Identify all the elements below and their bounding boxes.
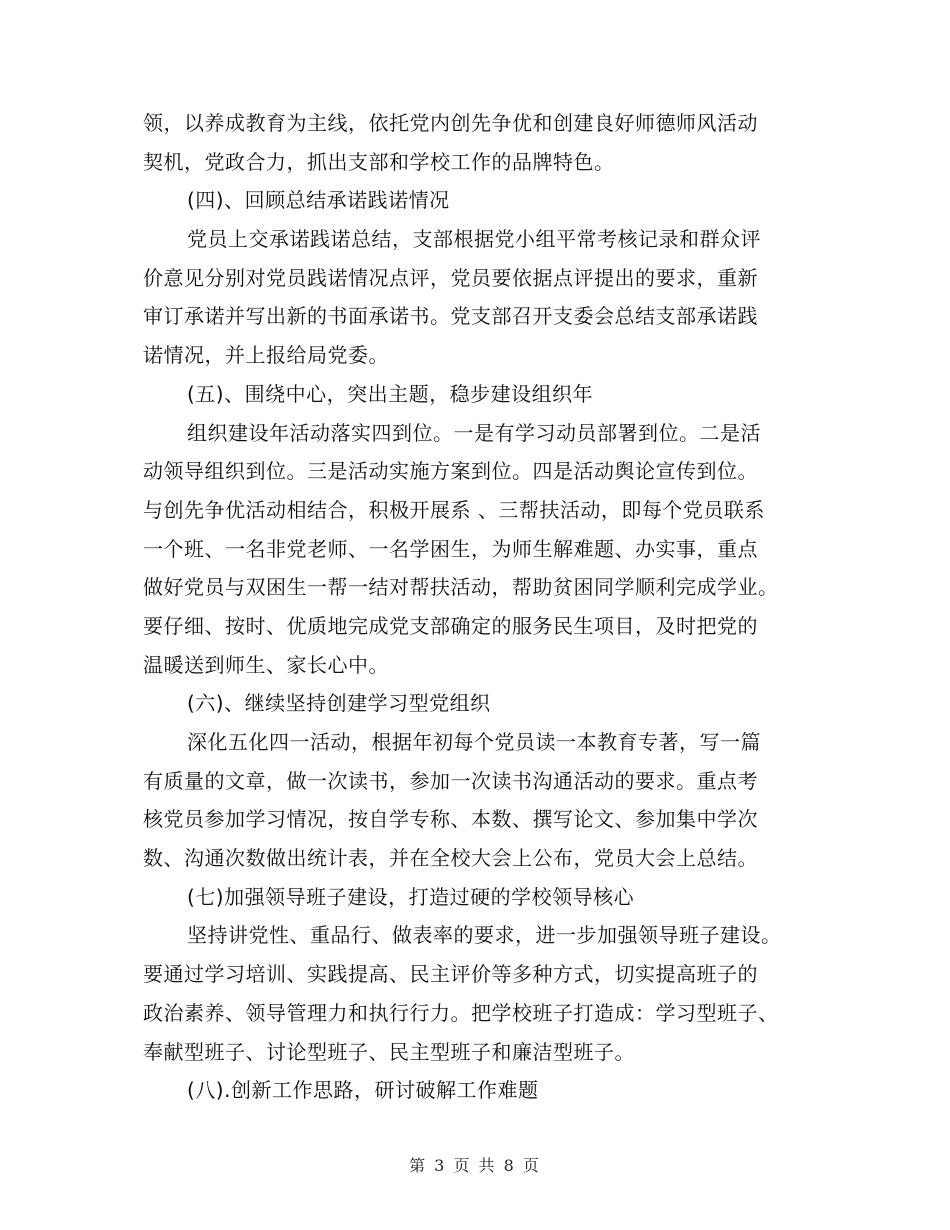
paragraph-line: 做好党员与双困生一帮一结对帮扶活动，帮助贫困同学顺利完成学业。 [143,575,779,600]
paragraph-line: 数、沟通次数做出统计表，并在全校大会上公布，党员大会上总结。 [143,846,758,871]
paragraph-line: 价意见分别对党员践诺情况点评，党员要依据点评提出的要求，重新 [143,265,758,290]
paragraph-start-line: (七)加强领导班子建设，打造过硬的学校领导核心 [187,884,635,909]
paragraph-line: 要通过学习培训、实践提高、民主评价等多种方式，切实提高班子的 [143,962,758,987]
paragraph-line: 契机，党政合力，抓出支部和学校工作的品牌特色。 [143,149,615,174]
document-body [143,104,813,1110]
paragraph-line: 诺情况，并上报给局党委。 [143,343,389,368]
paragraph-line: 温暖送到师生、家长心中。 [143,652,389,677]
paragraph-line: 动领导组织到位。三是活动实施方案到位。四是活动舆论宣传到位。 [143,459,758,484]
paragraph-start-line: (六)、继续坚持创建学习型党组织 [187,691,491,716]
paragraph-start-line: (四)、回顾总结承诺践诺情况 [187,188,450,213]
paragraph-start-line: 组织建设年活动落实四到位。一是有学习动员部署到位。二是活 [187,420,761,445]
paragraph-line: 审订承诺并写出新的书面承诺书。党支部召开支委会总结支部承诺践 [143,304,758,329]
paragraph-start-line: 党员上交承诺践诺总结，支部根据党小组平常考核记录和群众评 [187,227,761,252]
paragraph-line: 要仔细、按时、优质地完成党支部确定的服务民生项目，及时把党的 [143,613,758,638]
paragraph-start-line: 坚持讲党性、重品行、做表率的要求，进一步加强领导班子建设。 [187,923,782,948]
paragraph-line: 一个班、一名非党老师、一名学困生，为师生解难题、办实事，重点 [143,536,758,561]
paragraph-start-line: 深化五化四一活动，根据年初每个党员读一本教育专著，写一篇 [187,730,761,754]
paragraph-line: 政治素养、领导管理力和执行行力。把学校班子打造成：学习型班子、 [143,1000,779,1025]
paragraph-start-line: (八).创新工作思路，研讨破解工作难题 [187,1078,539,1103]
page-number-footer: 第 3 页 共 8 页 [409,1156,541,1175]
paragraph-start-line: (五)、围绕中心，突出主题，稳步建设组织年 [187,381,594,406]
paragraph-line: 领，以养成教育为主线，依托党内创先争优和创建良好师德师风活动 [143,111,758,135]
paragraph-line: 核党员参加学习情况，按自学专称、本数、撰写论文、参加集中学次 [143,807,758,832]
paragraph-line: 奉献型班子、讨论型班子、民主型班子和廉洁型班子。 [143,1039,635,1064]
paragraph-line: 与创先争优活动相结合，积极开展系 、三帮扶活动，即每个党员联系 [143,497,765,522]
paragraph-line: 有质量的文章，做一次读书，参加一次读书沟通活动的要求。重点考 [143,768,758,793]
